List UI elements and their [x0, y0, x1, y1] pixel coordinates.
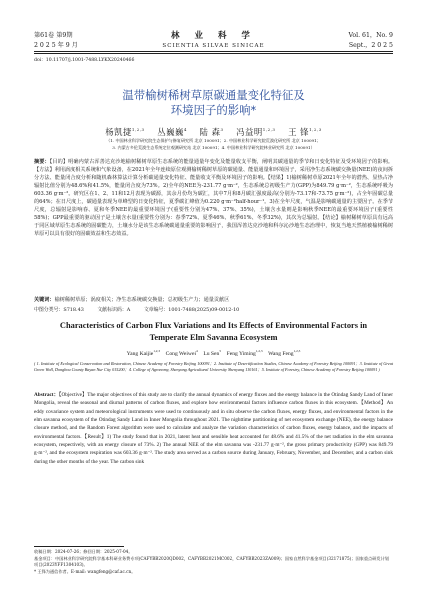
- keywords-cn-label: 关键词：: [34, 297, 55, 303]
- header-volume-en: Vol. 61，No. 9: [348, 32, 393, 39]
- abstract-cn: [34, 158, 393, 238]
- author-en: Wang Feng$^{1,2,3}$: [268, 349, 301, 357]
- author-cn: 杨凯捷$^{1,2,3}$: [105, 127, 145, 137]
- abstract-en-label: Abstract：: [34, 392, 59, 398]
- article-info: [34, 306, 393, 313]
- title-cn-line1: 温带榆树稀树草原碳通量变化特征及: [122, 88, 305, 102]
- header-date-cn: 2 0 2 5 年 9 月: [34, 42, 78, 49]
- keywords-cn: [34, 296, 393, 304]
- footnote-corresponding: * 王锋为通信作者。E-mail: wangfeng@caf.ac.cn。: [34, 569, 136, 574]
- title-en-line2: Temperate Elm Savanna Ecosystem: [149, 333, 278, 342]
- abstract-cn-text: 【目的】明确内蒙古浑善达克沙地榆树稀树草原生态系统的能量通量年变化及能量收支平衡，阐明其碳通量的季节和日变化特征及受环境因子的影响。【方法】利用涡度相关系统和气象设备，在2021年全年连续原位观测榆树稀树草原的碳通量、能量通量和环境因子，采用净生态系统碳交换量(NEE)的夜间拆分方法、能量闭合度分析和随机森林算法计算分析碳通量变化特征、能量收支平衡及环境因子的影响。【结果】1)榆树稀树草原2021年全年的潜热、显热占净辐射比值分别为48.6%和41.5%，能量闭合度为73%。2)全年的NEE为-231.77 g·m⁻²，生态系统总初级生产力(GPP)为849.79 g·m⁻²，生态系统呼吸为603.36 g·m⁻²。研究区在1、2、11和12月表现为碳源，其余月份均为碳汇，其中7月和8月碳汇强度最高(分别为-73.17和-73.75 g·m⁻²)，占全年固碳总量的64%；在日尺度上，碳通量表现为单峰型的日变化特征，夏季碳汇峰值为0.220 g·m⁻²half-hour⁻¹。3)在全年尺度，气温是影响碳通量的主要因子。在季节尺度，总辐射是影响春、夏和冬季NEE的最重要环境因子(重要性分别为47%、37%、35%)，土壤含水量则是影响秋季NEE的最重要环境因子(重要性58%)；GPP最重要的驱动因子是土壤含水量(重要性分别为：春季72%、夏季46%、秋季61%、冬季32%)，其次为总辐射。【结论】榆树稀树草原具有远高于同区域草原生态系统的固碳能力，土壤水分是该生态系统碳通量重要的影响因子，我国浑善达克沙地和科尔沁沙地生态治理中，恢复当地天然植被榆树稀树草原可以具有很好的固碳效益和生态效益。: [34, 159, 394, 237]
- keywords-cn-text: 榆树稀树草原；涡度相关；净生态系统碳交换量；总初级生产力；通量贡献区: [54, 297, 230, 303]
- footnote-received: 收稿日期：2024-07-26；修回日期：2025-07-04。: [34, 549, 133, 554]
- header-volume-cn: 第61卷 第9期: [34, 32, 73, 39]
- author-en: Cong Weiwei$^4$: [165, 349, 198, 357]
- doi[interactable]: doi：10.11707/j.1001-7488.LYKX20240466: [34, 58, 135, 63]
- abstract-cn-label: 摘要：: [34, 159, 50, 165]
- title-en-line1: Characteristics of Carbon Flux Variations and Its Effects of Environmental Factors in: [59, 321, 368, 330]
- footnote-rule: [34, 546, 124, 547]
- affiliation-cn-line2: 3. 内蒙古多伦荒漠生态系统定位观测研究站 北京 100091；4. 中国林业科学研究院林业研究所 北京 100091）: [112, 145, 315, 150]
- document-code: 文献标识码：A: [97, 307, 131, 313]
- header-date-en: Sept.，2 0 2 5: [348, 42, 393, 49]
- author-en: Feng Yiming$^{1,2,3}$: [226, 349, 263, 357]
- header-rule-thin: [34, 53, 393, 54]
- header-journal-en: SCIENTIA SILVAE SINICAE: [162, 43, 265, 49]
- authors-cn: [0, 126, 427, 138]
- authors-en: [0, 349, 427, 357]
- clc-number: 中图分类号：S718.43: [34, 307, 84, 313]
- author-en: Yang Kaijie$^{1,2,3}$: [126, 349, 161, 357]
- header-journal-cn: 林 业 科 学: [171, 31, 256, 41]
- author-cn: 丛巍巍$^4$: [157, 127, 187, 137]
- affiliation-cn-line1: （1. 中国林业科学研究院生态保护与修复研究所 北京 100091；2. 中国林业科学研究院荒漠化研究所 北京 100091；: [106, 138, 321, 143]
- author-cn: 王 锋$^{1,2,3}$: [288, 127, 322, 137]
- title-cn-line2: 环境因子的影响*: [170, 103, 257, 117]
- author-cn: 冯益明$^{1,2,3}$: [236, 127, 276, 137]
- author-cn: 陆 森$^3$: [199, 127, 224, 137]
- affiliation-en: ( 1. Institute of Ecological Conservation and Restoration, Chinese Academy of Forestry Beijing 100091；2. Institute of Desertification Studies, Chinese Academy of Forestry Beijing 100091；3. Institute of Great Green Wall, Dongbou County Bayan Nur City 015200；4. College of Agronomy, Shenyang Agricultural University Shenyang 110161；5. Institute of Forestry, Chinese Academy of Forestry Beijing 100091 ): [34, 361, 393, 373]
- footnote-fund: 基金项目：中国林业科学研究院科学基本科研业务费专项(CAFYBB2020QD002，CAFYBB2021MC002，CAFYBB2023ZA009)；国家自然科学基金项目(32171875)；国家重点研发计划项目(2023YFF1304103)。: [34, 556, 389, 568]
- abstract-en: [34, 391, 393, 466]
- author-en: Lu Sen$^5$: [203, 349, 222, 357]
- abstract-en-text: 【Objective】The major objectives of this study are to clarify the annual dynamics of energy fluxes and the energy balance in the Otindag Sandy Land of Inner Mongolia, reveal the seasonal and diurnal patterns of carbon fluxes, and explore how environmental factors influence carbon fluxes in this ecosystem.【Method】An eddy covariance system and meteorological instruments were used to continuously and in situ observe the carbon fluxes, energy fluxes, and environmental factors in the elm savanna ecosystem of the Otindag Sandy Land in Inner Mongolia throughout 2021. The nighttime partitioning of net ecosystem exchange (NEE), the energy balance closure method, and the Random Forest algorithm were used to calculate and analyze the variation characteristics of carbon fluxes, energy balance, and the impacts of environmental factors.【Result】1) The study found that in 2021, latent heat and sensible heat accounted for 48.6% and 41.5% of the net radiation in the elm savanna ecosystem, respectively, with an energy closure of 73%. 2) The annual NEE of the elm savanna was -231.77 g·m⁻², the gross primary productivity (GPP) was 849.79 g·m⁻², and the ecosystem respiration was 603.36 g·m⁻². The study area served as a carbon source during January, February, November, and December, and a carbon sink during the other months of the year. The carbon sink: [34, 392, 393, 465]
- article-number: 文章编号：1001-7488(2025)09-0012-10: [143, 307, 240, 313]
